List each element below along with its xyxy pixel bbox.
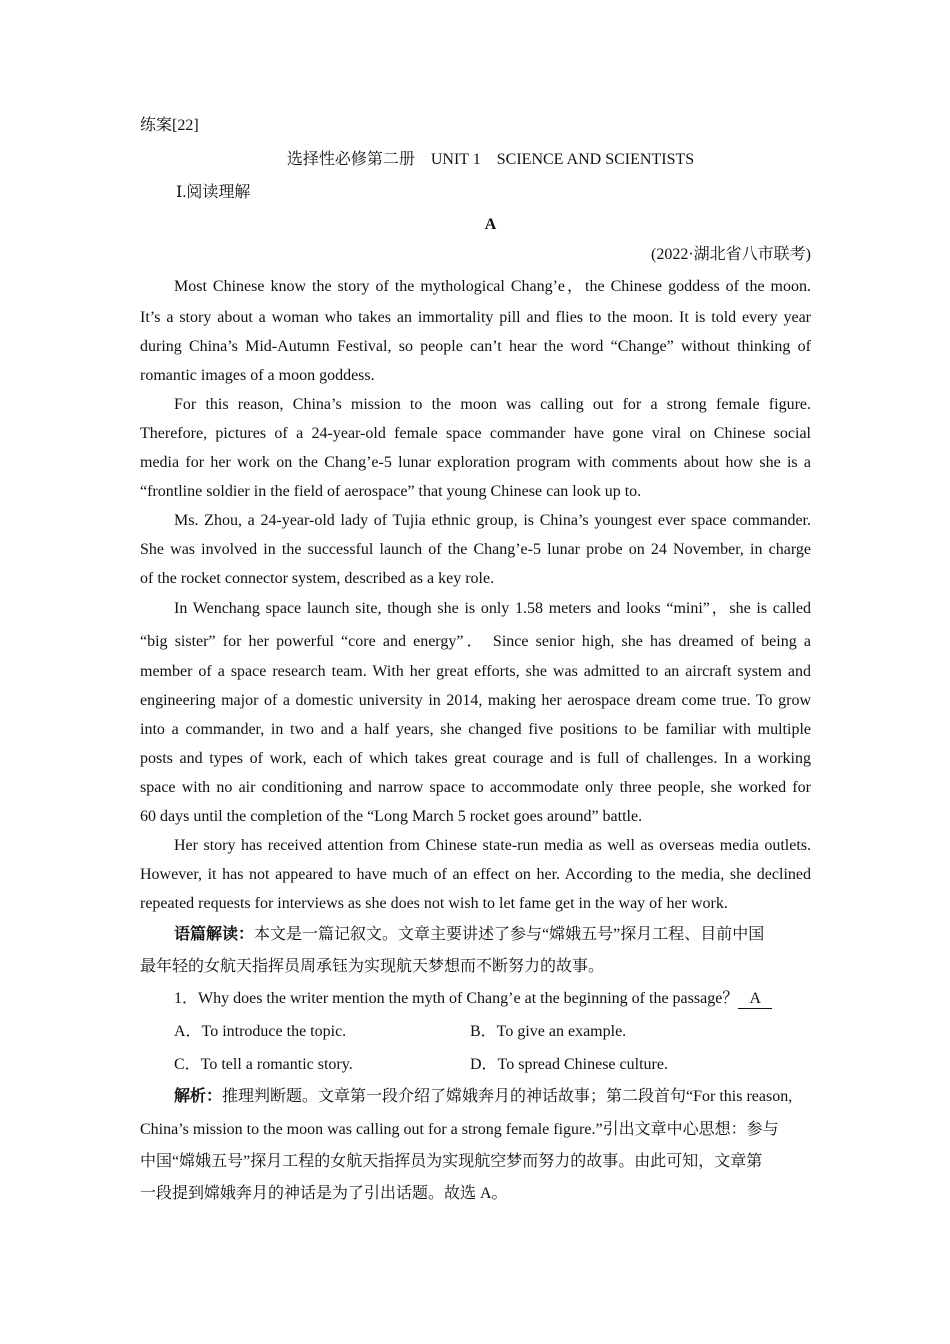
answer-blank: A [738,990,772,1009]
passage-line: “frontline soldier in the field of aerospace” that young Chinese can look up to. [140,483,642,500]
analysis-text: 中国“嫦娥五号”探月工程的女航天指挥员为实现航空梦而努力的故事。由此可知，文章第 [140,1153,763,1170]
passage-line: during China’s Mid-Autumn Festival, so people can’t hear the word “Change” without thinking of [140,338,811,355]
passage-line: repeated requests for interviews as she does not wish to let fame get in the way of her work. [140,895,728,912]
passage-line: Most Chinese know the story of the mythological Chang’e，the Chinese goddess of the moon. [174,278,811,295]
reading-note-text: 本文是一篇记叙文。文章主要讲述了参与“嫦娥五号”探月工程、目前中国 [254,926,765,943]
passage-line: media for her work on the Chang’e-5 lunar exploration program with comments about how she is a [140,454,811,471]
passage-line: Her story has received attention from Chinese state-run media as well as overseas media outlets. [174,837,811,854]
passage-line: Therefore, pictures of a 24-year-old female space commander have gone viral on Chinese social [140,425,811,442]
analysis-text: 推理判断题。文章第一段介绍了嫦娥奔月的神话故事；第二段首句“For this reason, [222,1088,793,1105]
reading-note-label: 语篇解读： [174,926,255,943]
reading-note [140,925,811,945]
section-heading: Ⅰ.阅读理解 [176,184,251,201]
analysis-text: 一段提到嫦娥奔月的神话是为了引出话题。故选 A。 [140,1185,508,1202]
passage-line: member of a space research team. With her great efforts, she was admitted to an aircraft system and [140,663,811,680]
passage-line: space with no air conditioning and narrow space to accommodate only three people, she worked for [140,779,811,796]
passage-line: However, it has not appeared to have much of an effect on her. According to the media, she declined [140,866,811,883]
analysis-text: China’s mission to the moon was calling out for a strong female figure.”引出文章中心思想：参与 [140,1121,779,1138]
analysis [140,1087,811,1107]
passage-label: A [484,216,497,233]
passage-line: posts and types of work, each of which takes great courage and is full of challenges. In a working [140,750,811,767]
source-note: (2022·湖北省八市联考) [651,246,811,263]
passage-line: Ms. Zhou, a 24-year-old lady of Tujia ethnic group, is China’s youngest ever space commander. [174,512,811,529]
passage-line: of the rocket connector system, described as a key role. [140,570,495,587]
exercise-number: 练案[22] [140,117,199,134]
passage-line: It’s a story about a woman who takes an immortality pill and flies to the moon. It is told every year [140,309,811,326]
unit-title: 选择性必修第二册 UNIT 1 SCIENCE AND SCIENTISTS [286,151,695,168]
passage-line: “big sister” for her powerful “core and energy”． Since senior high, she has dreamed of being a [140,633,811,650]
analysis-label: 解析： [174,1088,223,1105]
passage-line: romantic images of a moon goddess. [140,367,375,384]
passage-line: 60 days until the completion of the “Long March 5 rocket goes around” battle. [140,808,643,825]
option-c: C．To tell a romantic story. [174,1056,353,1073]
option-a: A．To introduce the topic. [174,1023,347,1040]
passage-line: In Wenchang space launch site, though she is only 1.58 meters and looks “mini”，she is called [174,600,812,617]
option-b: B．To give an example. [470,1023,627,1040]
question-stem: 1．Why does the writer mention the myth of Chang’e at the beginning of the passage？ A [140,989,811,1009]
passage-line: For this reason, China’s mission to the moon was calling out for a strong female figure. [174,396,811,413]
passage-line: She was involved in the successful launch of the Chang’e-5 lunar probe on 24 November, in charge [140,541,811,558]
passage-line: into a commander, in two and a half years, she changed five positions to be familiar with multiple [140,721,811,738]
reading-note-text: 最年轻的女航天指挥员周承钰为实现航天梦想而不断努力的故事。 [140,958,605,975]
option-d: D．To spread Chinese culture. [470,1056,668,1073]
passage-line: engineering major of a domestic university in 2014, making her aerospace dream come true. To grow [140,692,811,709]
